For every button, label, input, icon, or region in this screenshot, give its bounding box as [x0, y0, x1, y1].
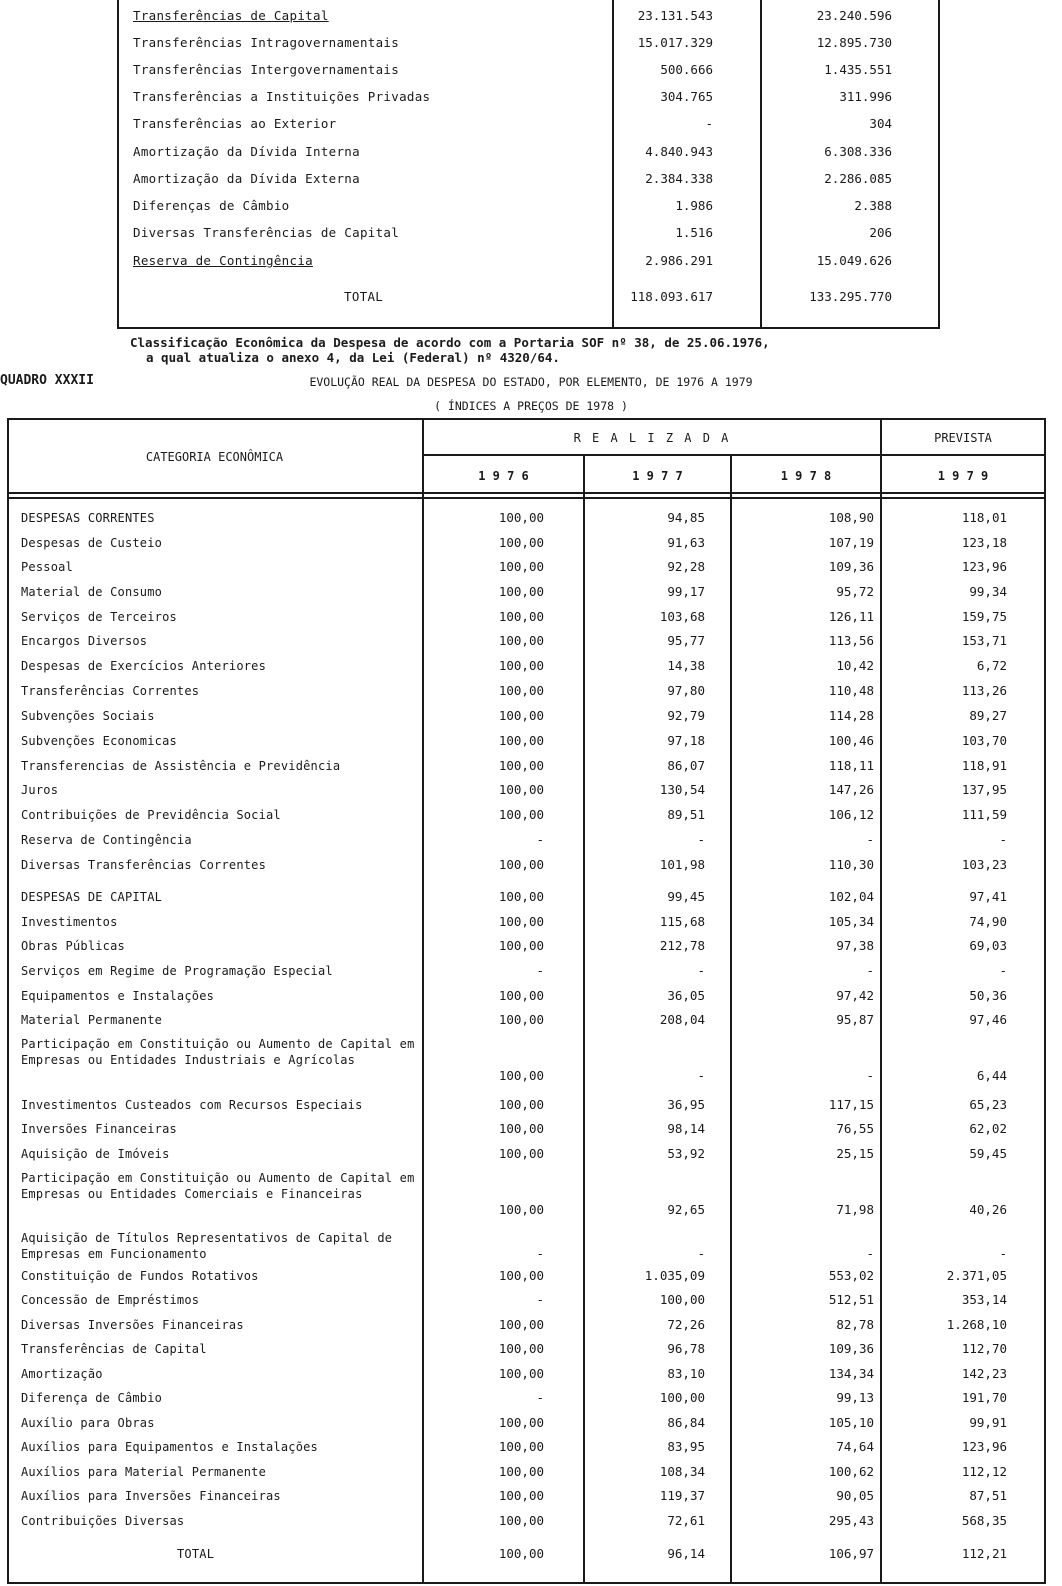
row-label: Participação em Constituição ou Aumento de Capital em Empresas ou Entidades Industriais e Agrícolas [21, 1037, 415, 1067]
value-1977: 92,28 [667, 559, 705, 574]
value-1979: 159,75 [961, 609, 1007, 624]
top-table-row [119, 140, 938, 167]
value-col-1: 2.986.291 [645, 253, 713, 268]
value-1978: 105,10 [828, 1415, 874, 1430]
value-1979: 69,03 [969, 938, 1007, 953]
value-1978: 99,13 [836, 1390, 874, 1405]
top-table-row [119, 249, 938, 276]
value-1979: 40,26 [969, 1202, 1007, 1217]
value-1977: 53,92 [667, 1146, 705, 1161]
value-1977: 98,14 [667, 1121, 705, 1136]
header-bottom-double [7, 497, 1046, 499]
column-divider [880, 418, 882, 1584]
value-1979: 99,91 [969, 1415, 1007, 1430]
value-1976: 100,00 [498, 658, 544, 673]
row-label: Despesas de Exercícios Anteriores [21, 659, 267, 673]
row-label: Transferências ao Exterior [133, 116, 337, 131]
value-1976: 100,00 [498, 1121, 544, 1136]
value-1978: 71,98 [836, 1202, 874, 1217]
value-1976: - [536, 1390, 544, 1405]
row-label: TOTAL [177, 1547, 215, 1561]
value-1976: 100,00 [498, 633, 544, 648]
value-1978: 100,46 [828, 733, 874, 748]
row-label: Transferências de Capital [21, 1342, 207, 1356]
row-label: Diferença de Câmbio [21, 1391, 163, 1405]
value-1976: 100,00 [498, 1268, 544, 1283]
value-1978: 102,04 [828, 889, 874, 904]
value-col-1: - [705, 116, 713, 131]
value-1979: 353,14 [961, 1292, 1007, 1307]
value-col-1: 4.840.943 [645, 144, 713, 159]
value-1977: 83,10 [667, 1366, 705, 1381]
value-1977: 212,78 [659, 938, 705, 953]
row-label: Despesas de Custeio [21, 536, 163, 550]
value-1977: - [697, 1068, 705, 1083]
value-1978: 100,62 [828, 1464, 874, 1479]
value-1979: 6,44 [976, 1068, 1007, 1083]
value-1979: 118,91 [961, 758, 1007, 773]
row-label: DESPESAS DE CAPITAL [21, 890, 163, 904]
value-1976: 100,00 [498, 708, 544, 723]
value-1979: 568,35 [961, 1513, 1007, 1528]
top-table-row [119, 194, 938, 221]
value-1976: 100,00 [498, 988, 544, 1003]
value-1977: 95,77 [667, 633, 705, 648]
value-1978: 95,87 [836, 1012, 874, 1027]
value-1978: 109,36 [828, 559, 874, 574]
value-1976: 100,00 [498, 1546, 544, 1561]
row-label: Amortização da Dívida Externa [133, 171, 360, 186]
row-label: Investimentos [21, 915, 118, 929]
value-1976: - [536, 832, 544, 847]
value-1978: 105,34 [828, 914, 874, 929]
value-1978: 113,56 [828, 633, 874, 648]
row-label: Auxílios para Inversões Financeiras [21, 1489, 281, 1503]
row-label: Diversas Transferências Correntes [21, 858, 267, 872]
value-1977: 89,51 [667, 807, 705, 822]
value-1976: 100,00 [498, 559, 544, 574]
value-1977: 72,61 [667, 1513, 705, 1528]
value-1977: 96,78 [667, 1341, 705, 1356]
row-label: Serviços em Regime de Programação Especial [21, 964, 333, 978]
value-1978: 126,11 [828, 609, 874, 624]
value-col-2: 304 [869, 116, 892, 131]
value-1977: - [697, 832, 705, 847]
row-label: Subvenções Sociais [21, 709, 155, 723]
value-1977: 86,07 [667, 758, 705, 773]
value-1976: 100,00 [498, 609, 544, 624]
value-1976: 100,00 [498, 914, 544, 929]
value-1977: 14,38 [667, 658, 705, 673]
header-bottom [7, 492, 1046, 494]
value-1979: - [999, 1246, 1007, 1261]
value-col-1: 15.017.329 [637, 35, 713, 50]
value-col-2: 206 [869, 225, 892, 240]
value-1978: 106,97 [828, 1546, 874, 1561]
value-1976: 100,00 [498, 1012, 544, 1027]
value-col-2: 12.895.730 [816, 35, 892, 50]
value-1977: 103,68 [659, 609, 705, 624]
column-divider [583, 454, 585, 1584]
value-col-2: 2.388 [854, 198, 892, 213]
row-label: Obras Públicas [21, 939, 125, 953]
row-label: Pessoal [21, 560, 73, 574]
value-1979: 103,70 [961, 733, 1007, 748]
value-1978: 110,48 [828, 683, 874, 698]
row-label: Reserva de Contingência [133, 253, 313, 268]
value-1977: - [697, 963, 705, 978]
value-1976: 100,00 [498, 1146, 544, 1161]
row-label: Juros [21, 783, 59, 797]
value-1979: 89,27 [969, 708, 1007, 723]
top-table-row [119, 85, 938, 112]
value-1976: - [536, 1246, 544, 1261]
value-1978: 97,38 [836, 938, 874, 953]
value-1977: 86,84 [667, 1415, 705, 1430]
row-label: Transferências de Capital [133, 8, 329, 23]
row-label: Amortização da Dívida Interna [133, 144, 360, 159]
value-col-1: 304.765 [660, 89, 713, 104]
value-1976: 100,00 [498, 758, 544, 773]
value-1977: 94,85 [667, 510, 705, 525]
table-border-top [7, 418, 1046, 420]
value-1977: 99,45 [667, 889, 705, 904]
value-1978: 117,15 [828, 1097, 874, 1112]
header-year-1979: 1 9 7 9 [937, 469, 989, 483]
value-1977: 83,95 [667, 1439, 705, 1454]
value-1976: 100,00 [498, 938, 544, 953]
top-table-total-row [119, 285, 938, 312]
value-1977: 119,37 [659, 1488, 705, 1503]
value-1979: 59,45 [969, 1146, 1007, 1161]
row-label: Transferências Intergovernamentais [133, 62, 400, 77]
table-title: EVOLUÇÃO REAL DA DESPESA DO ESTADO, POR ELEMENTO, DE 1976 A 1979 [309, 375, 753, 389]
row-label: Participação em Constituição ou Aumento de Capital em Empresas ou Entidades Comerciais e Financeiras [21, 1171, 415, 1201]
value-1979: 153,71 [961, 633, 1007, 648]
value-col-2: 1.435.551 [824, 62, 892, 77]
header-realizada: R E A L I Z A D A [573, 431, 731, 445]
top-table [117, 0, 940, 329]
value-1978: 553,02 [828, 1268, 874, 1283]
row-label: Contribuições Diversas [21, 1514, 185, 1528]
row-label: Serviços de Terceiros [21, 610, 177, 624]
value-1978: - [866, 1068, 874, 1083]
value-1976: 100,00 [498, 782, 544, 797]
header-year-1976: 1 9 7 6 [478, 469, 529, 483]
value-1977: 108,34 [659, 1464, 705, 1479]
row-label: Constituição de Fundos Rotativos [21, 1269, 259, 1283]
value-1978: 90,05 [836, 1488, 874, 1503]
value-1979: 6,72 [976, 658, 1007, 673]
value-col-2: 6.308.336 [824, 144, 892, 159]
row-label: Contribuições de Previdência Social [21, 808, 281, 822]
value-col-2: 2.286.085 [824, 171, 892, 186]
row-label: Concessão de Empréstimos [21, 1293, 200, 1307]
value-col-1: 1.516 [675, 225, 713, 240]
value-1979: 62,02 [969, 1121, 1007, 1136]
table-subtitle: ( ÍNDICES A PREÇOS DE 1978 ) [434, 399, 628, 413]
value-1977: 100,00 [659, 1292, 705, 1307]
header-category: CATEGORIA ECONÔMICA [145, 450, 284, 464]
value-1976: 100,00 [498, 857, 544, 872]
value-1979: 112,70 [961, 1341, 1007, 1356]
top-table-row [119, 167, 938, 194]
row-label: Amortização [21, 1367, 103, 1381]
value-1976: 100,00 [498, 733, 544, 748]
value-1977: 36,95 [667, 1097, 705, 1112]
value-1979: 87,51 [969, 1488, 1007, 1503]
value-1976: 100,00 [498, 1068, 544, 1083]
value-1976: 100,00 [498, 807, 544, 822]
value-1979: 97,46 [969, 1012, 1007, 1027]
value-1979: 103,23 [961, 857, 1007, 872]
row-label: Diversas Inversões Financeiras [21, 1318, 244, 1332]
value-1978: 82,78 [836, 1317, 874, 1332]
row-label: DESPESAS CORRENTES [21, 511, 155, 525]
row-label: Transferências a Instituições Privadas [133, 89, 431, 104]
value-1979: - [999, 963, 1007, 978]
row-label: Diferenças de Câmbio [133, 198, 290, 213]
value-1978: 10,42 [836, 658, 874, 673]
value-1978: 512,51 [828, 1292, 874, 1307]
row-label: Subvenções Economicas [21, 734, 177, 748]
value-1976: 100,00 [498, 683, 544, 698]
value-1976: 100,00 [498, 510, 544, 525]
value-1977: 100,00 [659, 1390, 705, 1405]
header-prevista: PREVISTA [934, 431, 992, 445]
value-1976: 100,00 [498, 1415, 544, 1430]
value-1976: 100,00 [498, 535, 544, 550]
row-label: Aquisição de Imóveis [21, 1147, 170, 1161]
table-border-bottom [7, 1582, 1046, 1584]
value-1978: 97,42 [836, 988, 874, 1003]
row-label: Auxílios para Material Permanente [21, 1465, 267, 1479]
column-divider [422, 418, 424, 1584]
row-label: Reserva de Contingência [21, 833, 192, 847]
value-1976: 100,00 [498, 1341, 544, 1356]
row-label: Investimentos Custeados com Recursos Especiais [21, 1098, 363, 1112]
value-1979: 111,59 [961, 807, 1007, 822]
total-value-1: 118.093.617 [630, 289, 713, 304]
value-1977: 115,68 [659, 914, 705, 929]
value-1976: 100,00 [498, 1464, 544, 1479]
value-1977: 96,14 [667, 1546, 705, 1561]
main-table [7, 418, 1046, 1584]
table-border-left [7, 418, 9, 1584]
top-table-row [119, 112, 938, 139]
value-1978: 295,43 [828, 1513, 874, 1528]
value-1976: 100,00 [498, 1317, 544, 1332]
value-1978: 95,72 [836, 584, 874, 599]
value-1976: - [536, 963, 544, 978]
value-col-2: 15.049.626 [816, 253, 892, 268]
value-1979: 74,90 [969, 914, 1007, 929]
value-1979: 112,21 [961, 1546, 1007, 1561]
value-1977: 99,17 [667, 584, 705, 599]
value-1979: - [999, 832, 1007, 847]
value-1977: 97,80 [667, 683, 705, 698]
top-table-row [119, 31, 938, 58]
value-1979: 112,12 [961, 1464, 1007, 1479]
row-label: Material Permanente [21, 1013, 163, 1027]
value-1979: 137,95 [961, 782, 1007, 797]
value-1979: 123,18 [961, 535, 1007, 550]
top-table-row [119, 221, 938, 248]
value-1976: 100,00 [498, 889, 544, 904]
value-1978: - [866, 832, 874, 847]
total-value-2: 133.295.770 [809, 289, 892, 304]
value-1978: 76,55 [836, 1121, 874, 1136]
value-1978: 106,12 [828, 807, 874, 822]
classification-note [130, 335, 770, 365]
value-1979: 2.371,05 [946, 1268, 1007, 1283]
value-col-1: 500.666 [660, 62, 713, 77]
value-1976: 100,00 [498, 1366, 544, 1381]
value-1978: - [866, 1246, 874, 1261]
row-label: Material de Consumo [21, 585, 163, 599]
value-1977: 91,63 [667, 535, 705, 550]
value-1979: 123,96 [961, 1439, 1007, 1454]
value-1977: 208,04 [659, 1012, 705, 1027]
value-col-1: 2.384.338 [645, 171, 713, 186]
row-label: Auxílios para Equipamentos e Instalações [21, 1440, 318, 1454]
value-1976: 100,00 [498, 1439, 544, 1454]
row-label: Auxílio para Obras [21, 1416, 155, 1430]
value-1977: 101,98 [659, 857, 705, 872]
value-1977: 92,65 [667, 1202, 705, 1217]
value-1978: 109,36 [828, 1341, 874, 1356]
value-1979: 118,01 [961, 510, 1007, 525]
value-1978: 25,15 [836, 1146, 874, 1161]
top-table-row [119, 4, 938, 31]
row-label: Diversas Transferências de Capital [133, 225, 400, 240]
value-1977: 130,54 [659, 782, 705, 797]
row-label: Transferências Correntes [21, 684, 200, 698]
value-col-1: 23.131.543 [637, 8, 713, 23]
value-1978: 114,28 [828, 708, 874, 723]
row-label: Equipamentos e Instalações [21, 989, 215, 1003]
value-1978: 147,26 [828, 782, 874, 797]
value-1979: 97,41 [969, 889, 1007, 904]
header-year-1977: 1 9 7 7 [632, 469, 683, 483]
note-line-2: a qual atualiza o anexo 4, da Lei (Federal) nº 4320/64. [146, 350, 560, 365]
header-year-1978: 1 9 7 8 [780, 469, 832, 483]
value-1977: 1.035,09 [644, 1268, 705, 1283]
top-table-row [119, 58, 938, 85]
value-1977: 36,05 [667, 988, 705, 1003]
row-label: Encargos Diversos [21, 634, 148, 648]
value-1979: 191,70 [961, 1390, 1007, 1405]
value-1979: 50,36 [969, 988, 1007, 1003]
value-1979: 1.268,10 [946, 1317, 1007, 1332]
value-1979: 142,23 [961, 1366, 1007, 1381]
value-1976: 100,00 [498, 1097, 544, 1112]
value-1978: 108,90 [828, 510, 874, 525]
value-1977: - [697, 1246, 705, 1261]
quadro-label: QUADRO XXXII [0, 373, 94, 388]
value-1976: - [536, 1292, 544, 1307]
value-1979: 113,26 [961, 683, 1007, 698]
row-label: Aquisição de Títulos Representativos de Capital de Empresas em Funcionamento [21, 1231, 393, 1261]
value-1977: 97,18 [667, 733, 705, 748]
value-1977: 92,79 [667, 708, 705, 723]
row-label: Transferencias de Assistência e Previdência [21, 759, 341, 773]
value-col-1: 1.986 [675, 198, 713, 213]
row-label: Transferências Intragovernamentais [133, 35, 400, 50]
value-1979: 99,34 [969, 584, 1007, 599]
value-1977: 72,26 [667, 1317, 705, 1332]
value-1976: 100,00 [498, 1513, 544, 1528]
column-divider [730, 454, 732, 1584]
value-1976: 100,00 [498, 1488, 544, 1503]
total-label: TOTAL [344, 289, 384, 304]
value-col-2: 23.240.596 [816, 8, 892, 23]
value-1978: 118,11 [828, 758, 874, 773]
value-col-2: 311.996 [839, 89, 892, 104]
value-1979: 65,23 [969, 1097, 1007, 1112]
row-label: Inversões Financeiras [21, 1122, 177, 1136]
value-1978: 134,34 [828, 1366, 874, 1381]
note-line-1: Classificação Econômica da Despesa de acordo com a Portaria SOF nº 38, de 25.06.1976, [130, 335, 770, 350]
value-1978: 107,19 [828, 535, 874, 550]
header-divider [422, 454, 1044, 456]
value-1976: 100,00 [498, 584, 544, 599]
value-1976: 100,00 [498, 1202, 544, 1217]
value-1979: 123,96 [961, 559, 1007, 574]
value-1978: 74,64 [836, 1439, 874, 1454]
value-1978: - [866, 963, 874, 978]
table-border-right [1044, 418, 1046, 1584]
value-1978: 110,30 [828, 857, 874, 872]
